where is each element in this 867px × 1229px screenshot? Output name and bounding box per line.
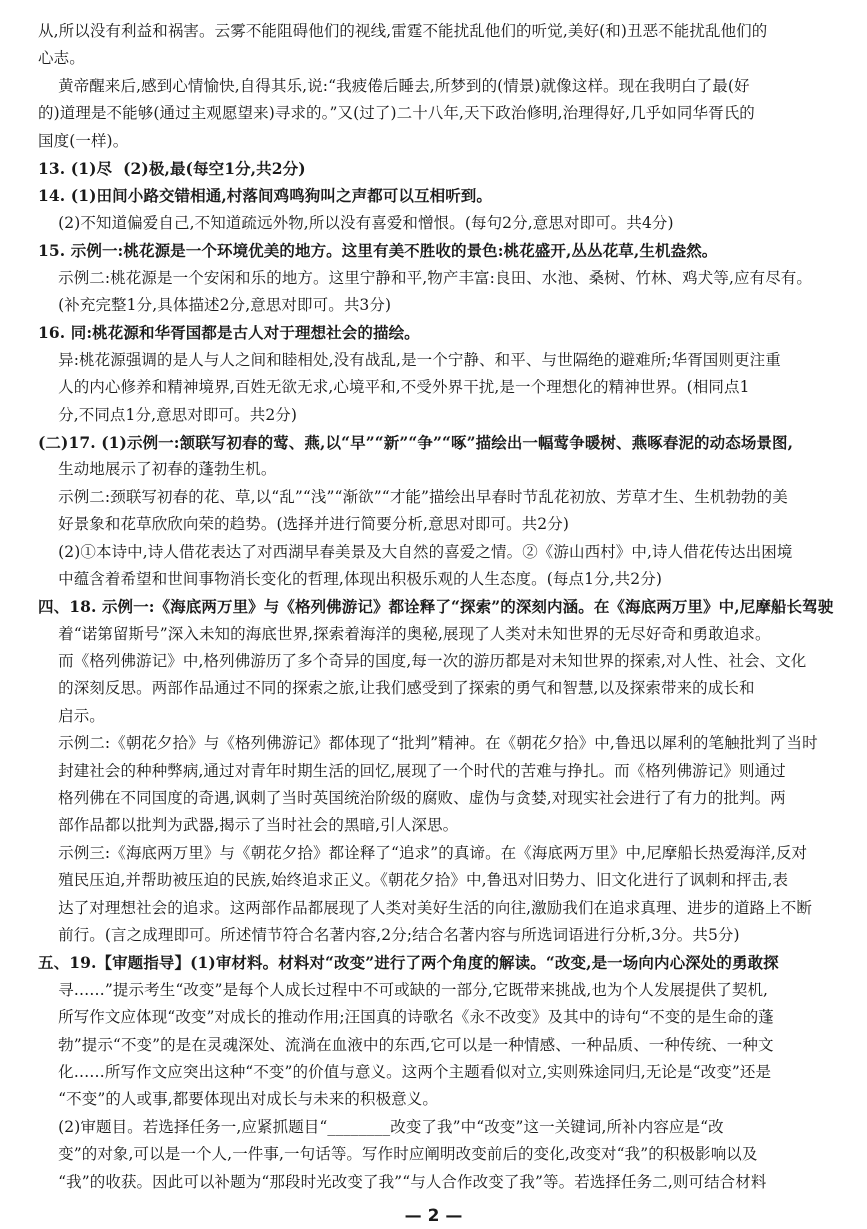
text-line: 封建社会的种种弊病,通过对青年时期生活的回忆,展现了一个时代的苦难与挣扎。而《格列佛游记》则通过	[38, 761, 786, 780]
page-number: — 2 —	[404, 1206, 463, 1226]
text-line: 勃”提示“不变”的是在灵魂深处、流淌在血液中的东西,它可以是一种情感、一种品质、一种传统、一种文	[38, 1035, 774, 1054]
answer-13: 13. (1)尽 (2)极,最(每空1分,共2分)	[38, 158, 306, 178]
text-line: 变”的对象,可以是一个人,一件事,一句话等。写作时应阐明改变前后的变化,改变对“我”的积极影响以及	[38, 1145, 758, 1164]
text-line: 的)道理是不能够(通过主观愿望来)寻求的。”又(过了)二十八年,天下政治修明,治理得好,几乎如同华胥氏的	[38, 104, 755, 123]
text-line: (2)不知道偏爱自己,不知道疏远外物,所以没有喜爱和憎恨。(每句2分,意思对即可。共4分)	[38, 213, 674, 232]
text-line: (2)①本诗中,诗人借花表达了对西湖早春美景及大自然的喜爱之情。②《游山西村》中,诗人借花传达出困境	[38, 542, 793, 561]
text-line: 示例二:《朝花夕拾》与《格列佛游记》都体现了“批判”精神。在《朝花夕拾》中,鲁迅以犀利的笔触批判了当时	[38, 734, 818, 753]
text-line: 而《格列佛游记》中,格列佛游历了多个奇异的国度,每一次的游历都是对未知世界的探索,对人性、社会、文化	[38, 652, 807, 671]
text-line: 前行。(言之成理即可。所述情节符合名著内容,2分;结合名著内容与所选词语进行分析,3分。共5分)	[38, 926, 740, 945]
answer-19: 五、19.【审题指导】(1)审材料。材料对“改变”进行了两个角度的解读。“改变,是一场向内心深处的勇敢探	[38, 953, 779, 973]
answer-14: 14. (1)田间小路交错相通,村落间鸡鸣狗叫之声都可以互相听到。	[38, 186, 493, 206]
text-line: 殖民压迫,并帮助被压迫的民族,始终追求正义。《朝花夕拾》中,鲁迅对旧势力、旧文化进行了讽刺和抨击,表	[38, 871, 789, 890]
text-line: 好景象和花草欣欣向荣的趋势。(选择并进行简要分析,意思对即可。共2分)	[38, 515, 569, 534]
answer-18: 四、18. 示例一:《海底两万里》与《格列佛游记》都诠释了“探索”的深刻内涵。在《海底两万里》中,尼摩船长驾驶	[38, 597, 834, 617]
text-line: 示例二:颈联写初春的花、草,以“乱”“浅”“渐欲”“才能”描绘出早春时节乱花初放、芳草才生、生机勃勃的美	[38, 487, 788, 506]
text-line: 国度(一样)。	[38, 131, 129, 150]
text-line: 寻……”提示考生“改变”是每个人成长过程中不可或缺的一部分,它既带来挑战,也为个人发展提供了契机,	[38, 980, 769, 999]
text-line: 达了对理想社会的追求。这两部作品都展现了人类对美好生活的向往,激励我们在追求真理、进步的道路上不断	[38, 898, 812, 917]
text-line: (2)审题目。若选择任务一,应紧抓题目“________改变了我”中“改变”这一关键词,所补内容应是“改	[38, 1117, 724, 1136]
text-line: “不变”的人或事,都要体现出对成长与未来的积极意义。	[38, 1090, 438, 1109]
answer-15: 15. 示例一:桃花源是一个环境优美的地方。这里有美不胜收的景色:桃花盛开,丛丛花草,生机盎然。	[38, 241, 718, 261]
text-line: 生动地展示了初春的蓬勃生机。	[38, 460, 277, 479]
text-line: (补充完整1分,具体描述2分,意思对即可。共3分)	[38, 295, 392, 314]
text-line: 异:桃花源强调的是人与人之间和睦相处,没有战乱,是一个宁静、和平、与世隔绝的避难所;华胥国则更注重	[38, 350, 781, 369]
text-line: 分,不同点1分,意思对即可。共2分)	[38, 405, 298, 424]
text-line: 着“诺第留斯号”深入未知的海底世界,探索着海洋的奥秘,展现了人类对未知世界的无尽好奇和勇敢追求。	[38, 624, 771, 643]
text-line: 中蕴含着希望和世间事物消长变化的哲理,体现出积极乐观的人生态度。(每点1分,共2分)	[38, 569, 662, 588]
text-line: “我”的收获。因此可以补题为“那段时光改变了我”“与人合作改变了我”等。若选择任务二,则可结合材料	[38, 1172, 767, 1191]
text-line: 所写作文应体现“改变”对成长的推动作用;汪国真的诗歌名《永不改变》及其中的诗句“不变的是生命的蓬	[38, 1008, 774, 1027]
text-line: 黄帝醒来后,感到心情愉快,自得其乐,说:“我疲倦后睡去,所梦到的(情景)就像这样。现在我明白了最(好	[38, 76, 750, 95]
answer-17: (二)17. (1)示例一:颔联写初春的莺、燕,以“早”“新”“争”“啄”描绘出一幅莺争暖树、燕啄春泥的动态场景图,	[38, 432, 794, 452]
text-line: 心志。	[38, 49, 85, 68]
text-line: 示例三:《海底两万里》与《朝花夕拾》都诠释了“追求”的真谛。在《海底两万里》中,尼摩船长热爱海洋,反对	[38, 843, 808, 862]
text-line: 示例二:桃花源是一个安闲和乐的地方。这里宁静和平,物产丰富:良田、水池、桑树、竹林、鸡犬等,应有尽有。	[38, 268, 813, 287]
text-line: 化……所写作文应突出这种“不变”的价值与意义。这两个主题看似对立,实则殊途同归,无论是“改变”还是	[38, 1063, 772, 1082]
text-line: 启示。	[38, 706, 105, 725]
answer-16: 16. 同:桃花源和华胥国都是古人对于理想社会的描绘。	[38, 323, 420, 343]
text-line: 格列佛在不同国度的奇遇,讽刺了当时英国统治阶级的腐败、虚伪与贪婪,对现实社会进行了有力的批判。两	[38, 789, 786, 808]
text-line: 人的内心修养和精神境界,百姓无欲无求,心境平和,不受外界干扰,是一个理想化的精神世界。(相同点1	[38, 378, 750, 397]
text-line: 从,所以没有利益和祸害。云雾不能阻碍他们的视线,雷霆不能扰乱他们的听觉,美好(和)丑恶不能扰乱他们的	[38, 22, 768, 40]
text-line: 部作品都以批判为武器,揭示了当时社会的黑暗,引人深思。	[38, 816, 459, 835]
text-line: 的深刻反思。两部作品通过不同的探索之旅,让我们感受到了探索的勇气和智慧,以及探索带来的成长和	[38, 679, 755, 698]
